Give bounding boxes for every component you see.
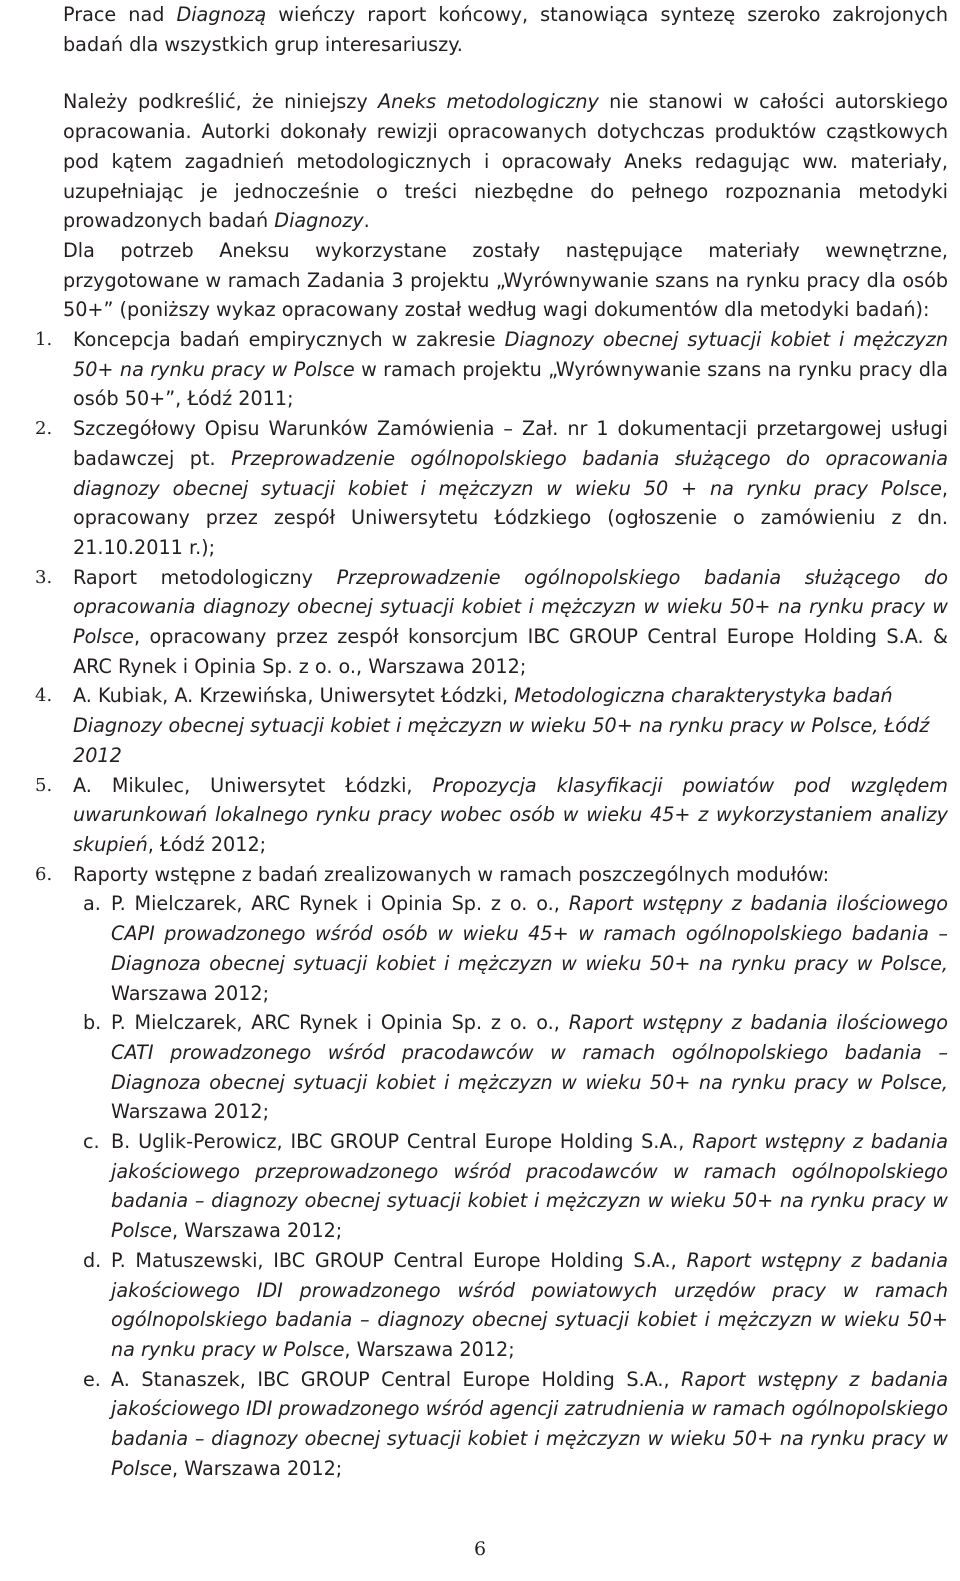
text-run: w ramach projektu „Wyrównywanie szans na rynku pracy dla osób 50+”, Łódź 2011; xyxy=(73,357,948,411)
list-item xyxy=(35,771,948,860)
italic-run: Przeprowadzenie ogólnopolskiego badania służącego do opracowania diagnozy obecnej sytuacji kobiet i mężczyzn w wieku 50 + na rynku pracy Polsce xyxy=(73,446,948,500)
text-run: wieńczy raport końcowy, stanowiąca syntezę szeroko zakrojonych badań dla wszystkich grup interesariuszy. xyxy=(63,3,949,56)
text-run: P. Matuszewski, IBC GROUP Central Europe Holding S.A., xyxy=(111,1248,687,1272)
list-item xyxy=(35,681,948,770)
list-item xyxy=(35,325,948,414)
sub-list-letter: e. xyxy=(83,1367,101,1391)
sub-list-item xyxy=(73,1008,948,1127)
text-run: Koncepcja badań empirycznych w zakresie xyxy=(73,328,505,352)
list-item xyxy=(35,860,948,1484)
sub-list-item xyxy=(73,889,948,1008)
sub-list-letter: b. xyxy=(83,1011,102,1035)
italic-run: Diagnozy xyxy=(274,209,364,233)
materials-list xyxy=(35,325,948,1483)
sub-list-item xyxy=(73,1127,948,1246)
list-item xyxy=(35,414,948,563)
italic-run: Metodologiczna charakterystyka badań Diagnozy obecnej sytuacji kobiet i mężczyzn w wieku 50+ na rynku pracy w Polsce, Łódź 2012 xyxy=(73,684,930,767)
text-run: P. Mielczarek, ARC Rynek i Opinia Sp. z o. o., xyxy=(111,892,569,916)
text-run: , Warszawa 2012; xyxy=(172,1219,343,1243)
text-run: Należy podkreślić, że niniejszy xyxy=(63,90,378,114)
text-run: , opracowany przez zespół Uniwersytetu Łódzkiego (ogłoszenie o zamówieniu z dn. 21.10.2011 r.); xyxy=(73,476,948,559)
sub-list-letter: c. xyxy=(83,1130,100,1154)
sub-list-item xyxy=(73,1246,948,1365)
list-number: 1. xyxy=(35,329,53,351)
text-run: , Warszawa 2012; xyxy=(344,1337,515,1361)
list-item xyxy=(35,563,948,682)
sub-list-letter: d. xyxy=(83,1248,102,1272)
italic-run: Diagnozy obecnej sytuacji kobiet i mężczyzn 50+ na rynku pracy w Polsce xyxy=(73,328,948,381)
list-number: 3. xyxy=(35,566,53,588)
text-run: A. Stanaszek, IBC GROUP Central Europe Holding S.A., xyxy=(111,1367,682,1391)
intro-paragraph-3: Dla potrzeb Aneksu wykorzystane zostały następujące materiały wewnętrzne, przygotowane w ramach Zadania 3 projektu „Wyrównywanie szans na rynku pracy dla osób 50+” (poniższy wykaz opracowany został według wagi dokumentów dla metodyki badań): xyxy=(63,238,948,322)
sub-list xyxy=(73,889,948,1483)
text-run: , opracowany przez zespół konsorcjum IBC GROUP Central Europe Holding S.A. & ARC Rynek i Opinia Sp. z o. o., Warszawa 2012; xyxy=(73,625,948,678)
list-number: 2. xyxy=(35,418,53,440)
text-run: Raport metodologiczny xyxy=(73,565,337,589)
text-run: , Warszawa 2012; xyxy=(172,1456,343,1480)
italic-run: Raport wstępny z badania jakościowego IDI prowadzonego wśród powiatowych urzędów pracy w ramach ogólnopolskiego badania – diagnozy obecnej sytuacji kobiet i mężczyzn w wieku 50+ na rynku pracy w Polsce xyxy=(111,1248,948,1361)
text-run: B. Uglik-Perowicz, IBC GROUP Central Europe Holding S.A., xyxy=(111,1130,693,1154)
italic-run: Raport wstępny z badania jakościowego IDI prowadzonego wśród agencji zatrudnienia w ramach ogólnopolskiego badania – diagnozy obecnej sytuacji kobiet i mężczyzn w wieku 50+ na rynku pracy w Polsce xyxy=(111,1367,948,1480)
text-run: , Łódź 2012; xyxy=(147,832,267,856)
list-number: 5. xyxy=(35,774,53,796)
italic-run: Raport wstępny z badania ilościowego CAPI prowadzonego wśród osób w wieku 45+ w ramach ogólnopolskiego badania – Diagnoza obecnej sytuacji kobiet i mężczyzn w wieku 50+ na rynku pracy w Polsce, xyxy=(111,892,948,975)
italic-run: Raport wstępny z badania jakościowego przeprowadzonego wśród pracodawców w ramach ogólnopolskiego badania – diagnozy obecnej sytuacji kobiet i mężczyzn w wieku 50+ na rynku pracy w Polsce xyxy=(111,1130,948,1243)
text-run: nie stanowi w całości autorskiego opracowania. Autorki dokonały rewizji opracowanych dotychczas produktów cząstkowych pod kątem zagadnień metodologicznych i opracowały Aneks redagując ww. materiały, uzupełniając je jednocześnie o treści niezbędne do pełnego rozpoznania metodyki prowadzonych badań xyxy=(63,90,948,233)
text-run: A. Mikulec, Uniwersytet Łódzki, xyxy=(73,773,433,797)
text-run: Raporty wstępne z badań zrealizowanych w ramach poszczególnych modułów: xyxy=(73,862,830,886)
text-run: Warszawa 2012; xyxy=(111,981,270,1005)
page-number: 6 xyxy=(473,1538,487,1560)
italic-run: Propozycja klasyfikacji powiatów pod względem uwarunkowań lokalnego rynku pracy wobec osób w wieku 45+ z wykorzystaniem analizy skupień xyxy=(73,773,948,856)
text-run: Warszawa 2012; xyxy=(111,1100,270,1124)
document-page xyxy=(35,0,949,1483)
italic-run: Przeprowadzenie ogólnopolskiego badania służącego do opracowania diagnozy obecnej sytuacji kobiet i mężczyzn w wieku 50+ na rynku pracy w Polsce xyxy=(73,565,948,649)
text-run: P. Mielczarek, ARC Rynek i Opinia Sp. z o. o., xyxy=(111,1011,569,1035)
sub-list-item xyxy=(73,1365,948,1484)
text-run: . xyxy=(363,209,370,233)
sub-list-letter: a. xyxy=(83,892,101,916)
text-run: Szczegółowy Opisu Warunków Zamówienia – Zał. nr 1 dokumentacji przetargowej usługi badawczej pt. xyxy=(73,417,948,470)
list-number: 4. xyxy=(35,685,53,707)
italic-run: Aneks metodologiczny xyxy=(377,90,599,114)
italic-run: Diagnozą xyxy=(176,3,267,26)
text-run: A. Kubiak, A. Krzewińska, Uniwersytet Łódzki, xyxy=(73,684,515,708)
italic-run: Raport wstępny z badania ilościowego CATI prowadzonego wśród pracodawców w ramach ogólnopolskiego badania – Diagnoza obecnej sytuacji kobiet i mężczyzn w wieku 50+ na rynku pracy w Polsce, xyxy=(111,1011,948,1094)
intro-paragraph-1 xyxy=(63,0,948,59)
intro-paragraph-2 xyxy=(63,87,948,236)
text-run: Prace nad xyxy=(63,3,177,26)
list-number: 6. xyxy=(35,863,53,885)
